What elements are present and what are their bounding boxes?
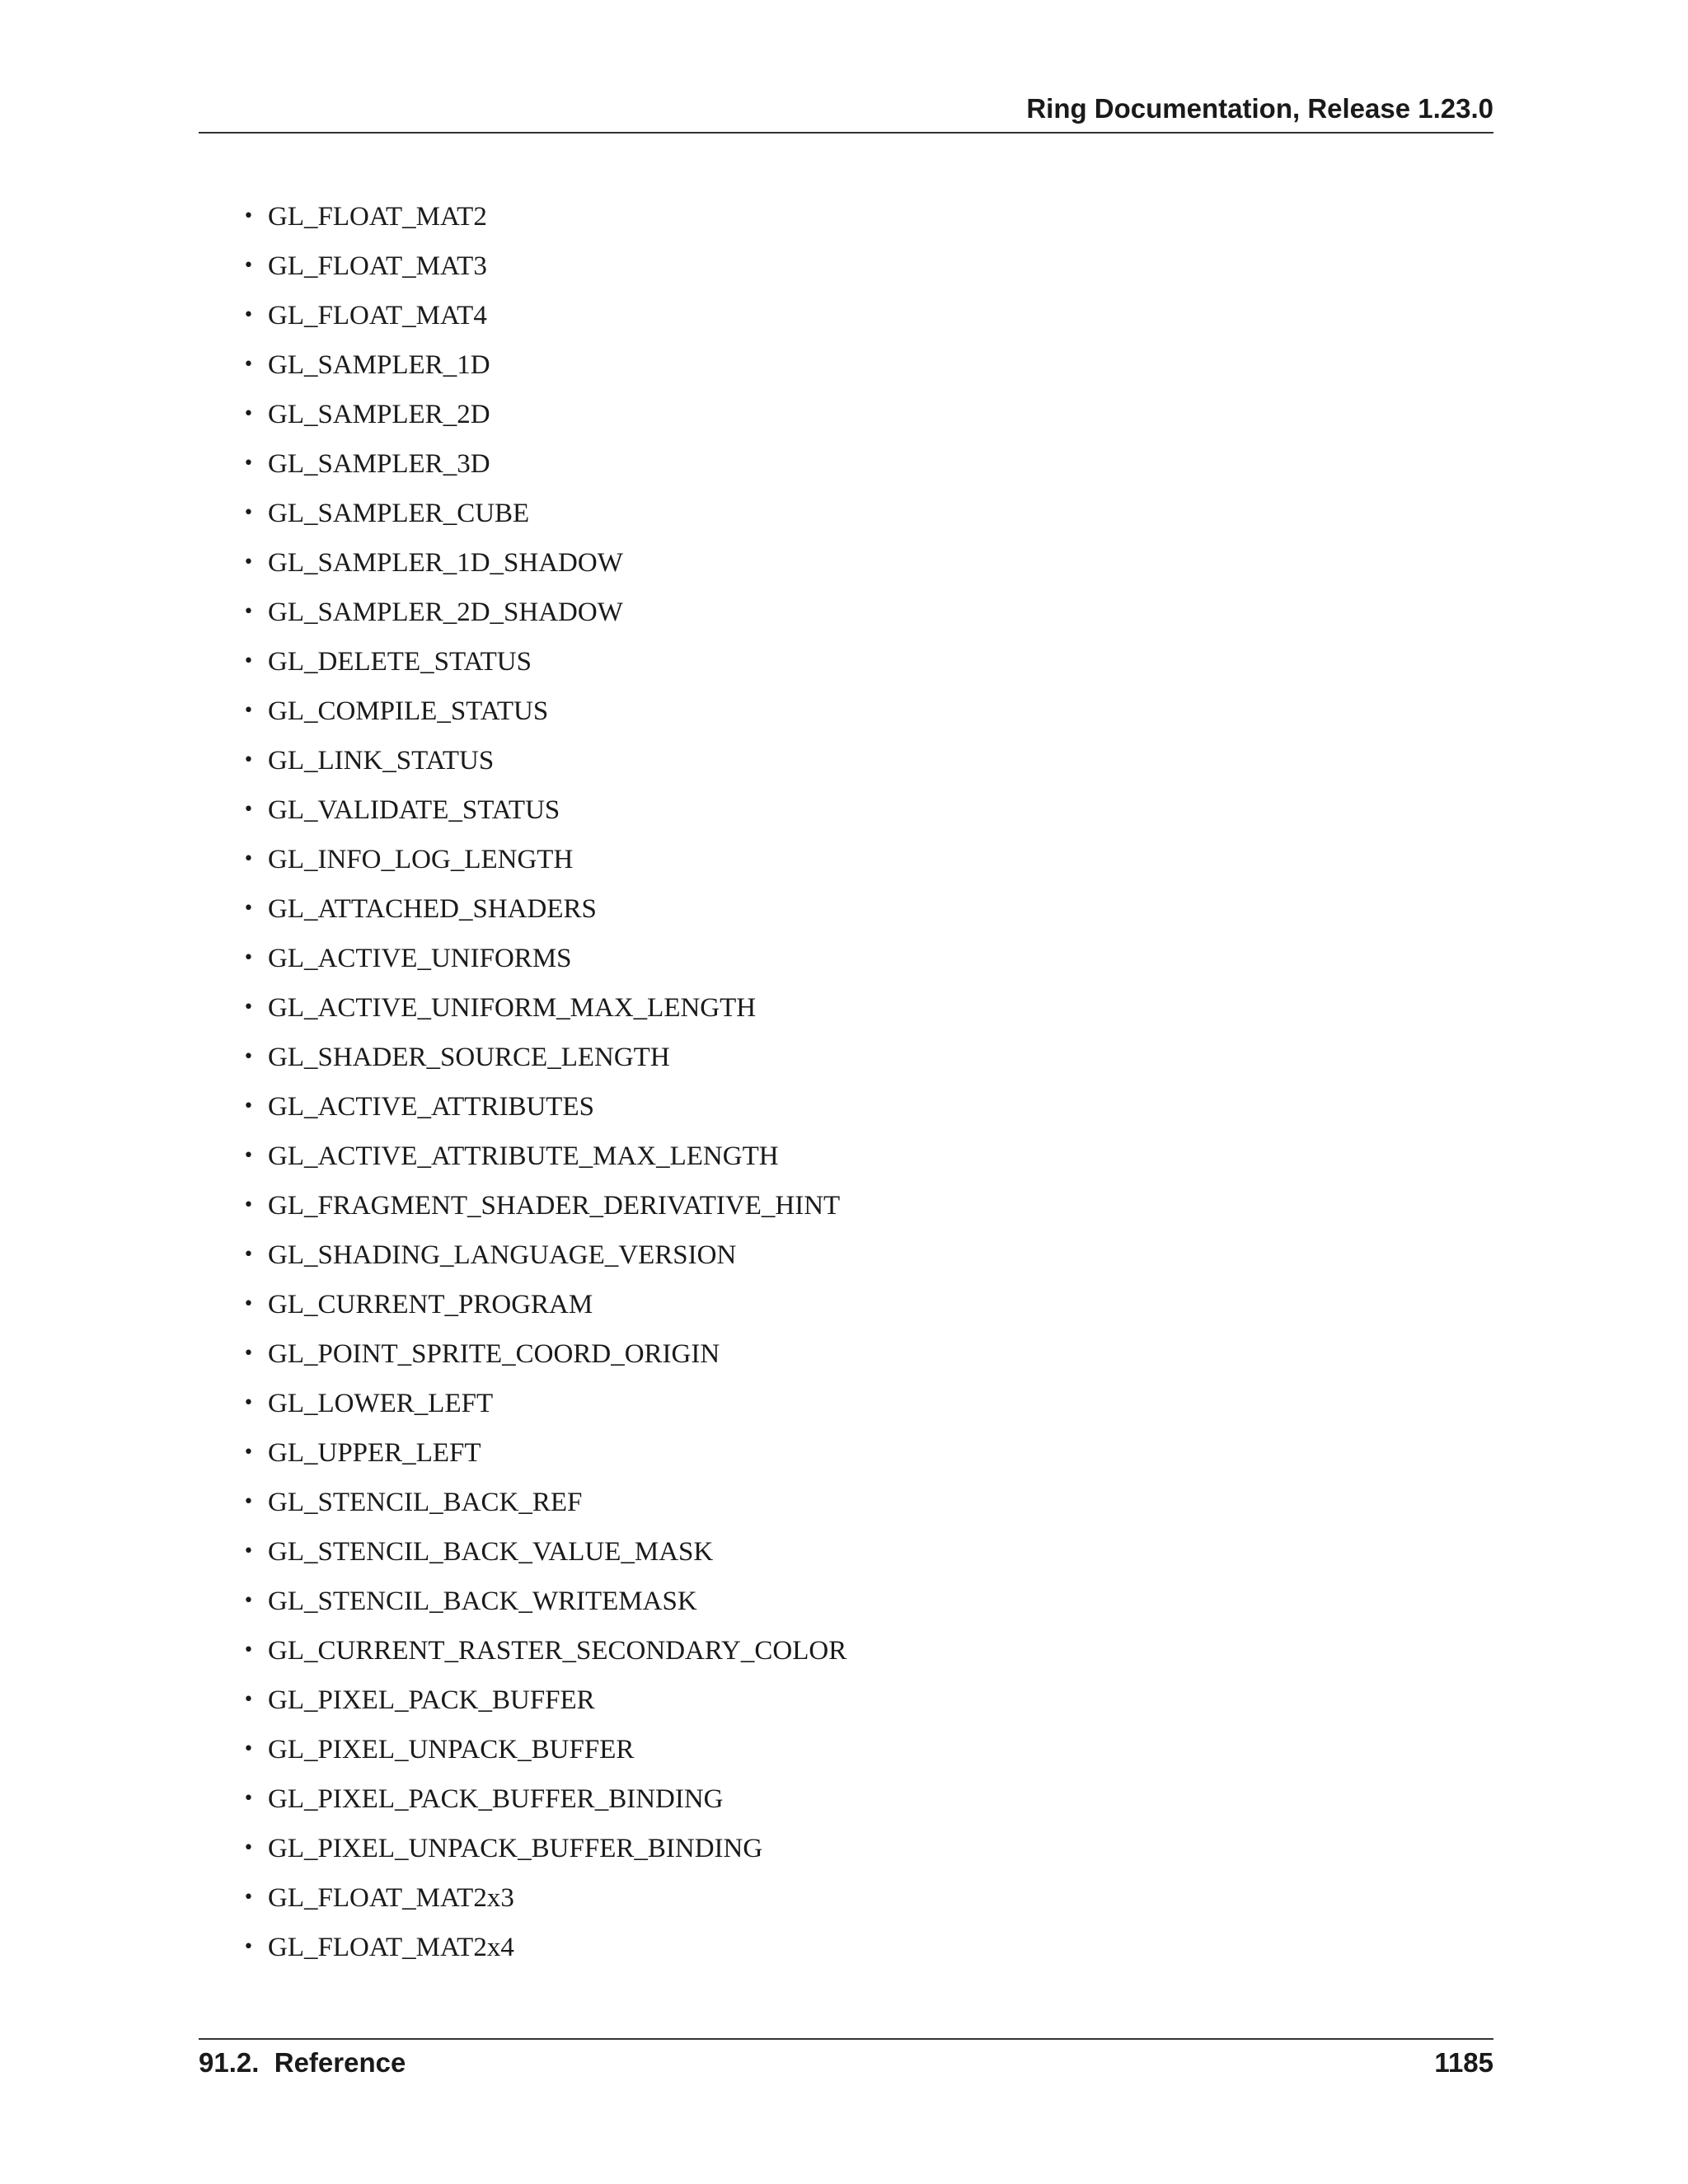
list-item	[243, 1234, 846, 1283]
bullet-icon: •	[243, 1442, 254, 1463]
list-item	[243, 1283, 846, 1333]
constant-name: GL_FRAGMENT_SHADER_DERIVATIVE_HINT	[268, 1191, 841, 1221]
bullet-icon: •	[243, 1690, 254, 1710]
bullet-icon: •	[243, 1096, 254, 1117]
constant-name: GL_STENCIL_BACK_VALUE_MASK	[268, 1537, 714, 1567]
bullet-icon: •	[243, 1838, 254, 1858]
list-item	[243, 789, 846, 838]
page-footer	[199, 2038, 1493, 2097]
bullet-icon: •	[243, 799, 254, 820]
constant-name: GL_FLOAT_MAT2x3	[268, 1883, 514, 1913]
constant-name: GL_CURRENT_RASTER_SECONDARY_COLOR	[268, 1636, 847, 1666]
list-item	[243, 1184, 846, 1234]
bullet-icon: •	[243, 255, 254, 276]
bullet-icon: •	[243, 701, 254, 721]
list-item	[243, 1085, 846, 1135]
bullet-icon: •	[243, 552, 254, 573]
constant-name: GL_SAMPLER_1D	[268, 350, 490, 380]
constant-name: GL_ATTACHED_SHADERS	[268, 894, 597, 924]
list-item	[243, 443, 846, 492]
constant-name: GL_FLOAT_MAT2	[268, 202, 487, 232]
constant-name: GL_COMPILE_STATUS	[268, 696, 549, 726]
constant-name: GL_STENCIL_BACK_WRITEMASK	[268, 1586, 697, 1616]
bullet-icon: •	[243, 1294, 254, 1315]
constant-name: GL_LOWER_LEFT	[268, 1389, 494, 1418]
bullet-icon: •	[243, 354, 254, 375]
constant-name: GL_FLOAT_MAT4	[268, 301, 487, 330]
bullet-icon: •	[243, 1788, 254, 1809]
list-item	[243, 492, 846, 541]
list-item	[243, 1926, 846, 1975]
bullet-icon: •	[243, 1640, 254, 1661]
constant-name: GL_UPPER_LEFT	[268, 1438, 481, 1468]
bullet-icon: •	[243, 750, 254, 771]
constant-name: GL_STENCIL_BACK_REF	[268, 1488, 583, 1517]
constant-name: GL_DELETE_STATUS	[268, 647, 532, 677]
list-item	[243, 1036, 846, 1085]
constant-name: GL_FLOAT_MAT2x4	[268, 1933, 514, 1962]
bullet-icon: •	[243, 849, 254, 869]
bullet-icon: •	[243, 1047, 254, 1067]
constant-name: GL_SAMPLER_2D	[268, 400, 490, 429]
bullet-icon: •	[243, 997, 254, 1018]
bullet-icon: •	[243, 1244, 254, 1265]
constant-name: GL_INFO_LOG_LENGTH	[268, 845, 574, 874]
bullet-icon: •	[243, 404, 254, 424]
constant-name: GL_SAMPLER_CUBE	[268, 499, 530, 528]
constant-name: GL_SHADER_SOURCE_LENGTH	[268, 1043, 670, 1072]
bullet-icon: •	[243, 1541, 254, 1562]
bullet-icon: •	[243, 453, 254, 474]
bullet-icon: •	[243, 1393, 254, 1413]
list-item	[243, 1778, 846, 1827]
list-item	[243, 838, 846, 888]
list-item	[243, 937, 846, 987]
list-item	[243, 1333, 846, 1382]
constant-list	[243, 195, 846, 1975]
section-label: 91.2. Reference	[199, 2047, 406, 2078]
constant-name: GL_ACTIVE_ATTRIBUTES	[268, 1092, 594, 1122]
list-item	[243, 1481, 846, 1530]
bullet-icon: •	[243, 1739, 254, 1760]
constant-name: GL_SAMPLER_2D_SHADOW	[268, 598, 623, 627]
constant-name: GL_PIXEL_UNPACK_BUFFER_BINDING	[268, 1834, 763, 1863]
list-item	[243, 640, 846, 690]
constant-name: GL_PIXEL_PACK_BUFFER	[268, 1685, 595, 1715]
bullet-icon: •	[243, 1937, 254, 1957]
list-item	[243, 1432, 846, 1481]
list-item	[243, 1530, 846, 1580]
bullet-icon: •	[243, 651, 254, 672]
list-item	[243, 541, 846, 591]
list-item	[243, 294, 846, 344]
bullet-icon: •	[243, 602, 254, 622]
list-item	[243, 1728, 846, 1778]
bullet-icon: •	[243, 1146, 254, 1166]
list-item	[243, 1382, 846, 1432]
bullet-icon: •	[243, 1343, 254, 1364]
constant-name: GL_SHADING_LANGUAGE_VERSION	[268, 1240, 737, 1270]
constant-name: GL_ACTIVE_UNIFORM_MAX_LENGTH	[268, 993, 757, 1023]
bullet-icon: •	[243, 1492, 254, 1512]
constant-name: GL_SAMPLER_3D	[268, 449, 490, 479]
constant-name: GL_FLOAT_MAT3	[268, 251, 487, 281]
bullet-icon: •	[243, 503, 254, 523]
bullet-icon: •	[243, 1887, 254, 1908]
bullet-icon: •	[243, 898, 254, 919]
document-title: Ring Documentation, Release 1.23.0	[1026, 93, 1493, 124]
list-item	[243, 591, 846, 640]
list-item	[243, 1135, 846, 1184]
list-item	[243, 393, 846, 443]
list-item	[243, 1827, 846, 1877]
list-item	[243, 888, 846, 937]
constant-name: GL_PIXEL_PACK_BUFFER_BINDING	[268, 1784, 724, 1814]
bullet-icon: •	[243, 948, 254, 968]
list-item	[243, 245, 846, 294]
list-item	[243, 1580, 846, 1629]
constant-name: GL_SAMPLER_1D_SHADOW	[268, 548, 623, 578]
constant-name: GL_CURRENT_PROGRAM	[268, 1290, 593, 1319]
constant-name: GL_PIXEL_UNPACK_BUFFER	[268, 1735, 635, 1765]
constant-name: GL_VALIDATE_STATUS	[268, 795, 560, 825]
list-item	[243, 1679, 846, 1728]
constant-name: GL_POINT_SPRITE_COORD_ORIGIN	[268, 1339, 720, 1369]
constant-name: GL_ACTIVE_UNIFORMS	[268, 944, 572, 973]
list-item	[243, 1877, 846, 1926]
bullet-icon: •	[243, 305, 254, 326]
constant-name: GL_ACTIVE_ATTRIBUTE_MAX_LENGTH	[268, 1141, 779, 1171]
bullet-icon: •	[243, 1195, 254, 1216]
list-item	[243, 344, 846, 393]
list-item	[243, 690, 846, 739]
page-number: 1185	[1434, 2047, 1493, 2078]
page-header	[199, 89, 1493, 134]
constant-name: GL_LINK_STATUS	[268, 746, 495, 776]
bullet-icon: •	[243, 1591, 254, 1611]
list-item	[243, 987, 846, 1036]
list-item	[243, 1629, 846, 1679]
list-item	[243, 739, 846, 789]
bullet-icon: •	[243, 206, 254, 227]
list-item	[243, 195, 846, 245]
